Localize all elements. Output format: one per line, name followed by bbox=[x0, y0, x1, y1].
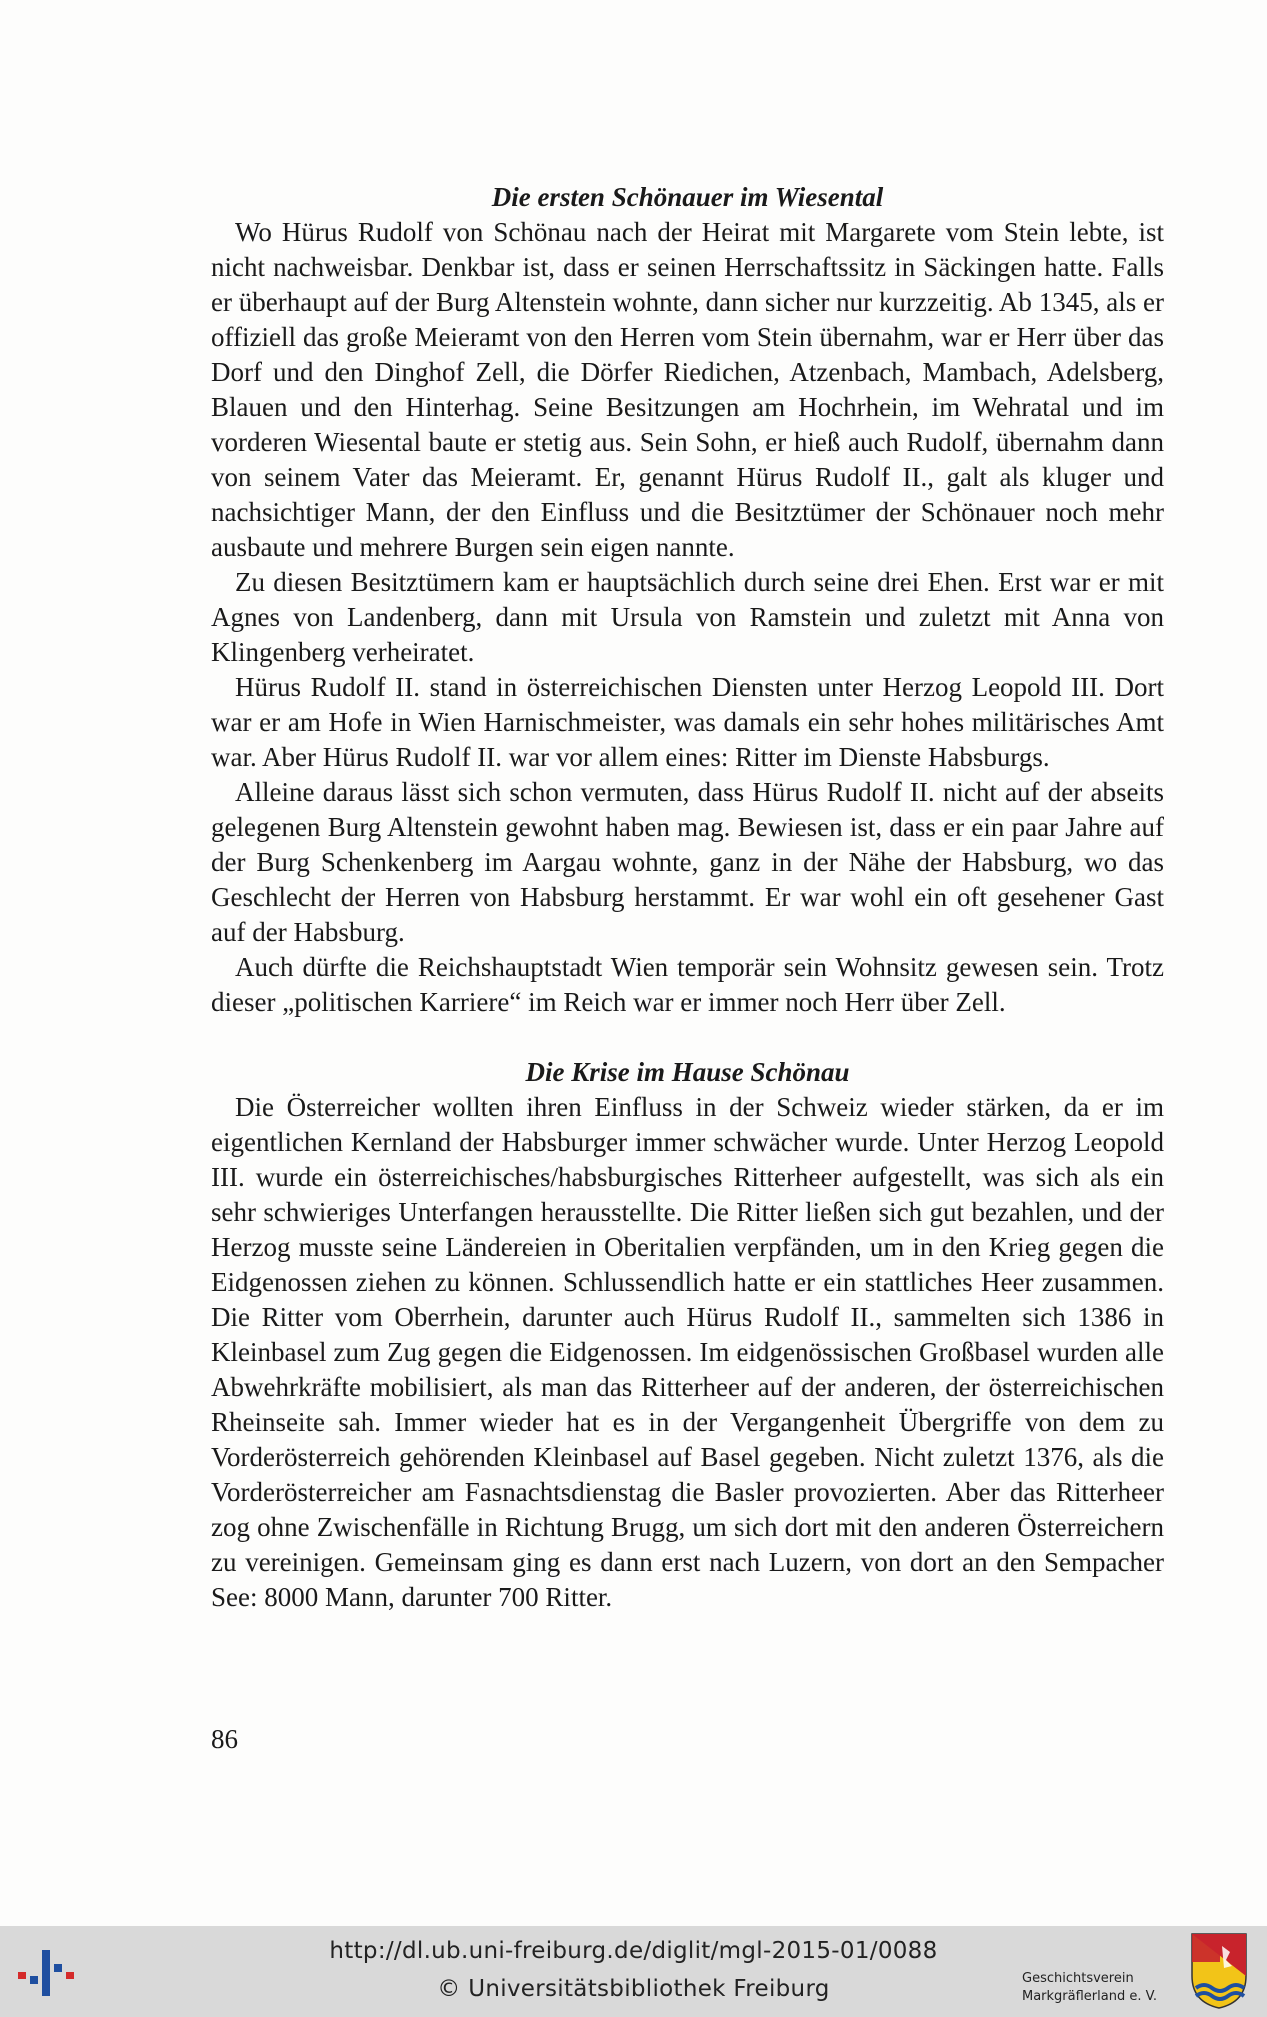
paragraph: Zu diesen Besitztümern kam er hauptsächlich durch seine drei Ehen. Erst war er mit Agnes von Landenberg, dann mit Ursula von Ramstein und zuletzt mit Anna von Klingenberg verheiratet. bbox=[211, 567, 1164, 667]
coat-of-arms-icon bbox=[1190, 1932, 1248, 2010]
section-heading-2: Die Krise im Hause Schönau bbox=[525, 1057, 850, 1087]
society-name-line-2: Markgräflerland e. V. bbox=[1022, 1989, 1157, 2004]
source-url-link[interactable]: http://dl.ub.uni-freiburg.de/diglit/mgl-2015-01/0088 bbox=[329, 1938, 938, 1964]
paragraph: Hürus Rudolf II. stand in österreichischen Diensten unter Herzog Leopold III. Dort war er am Hofe in Wien Harnischmeister, was damals ein sehr hohes militärisches Amt war. Aber Hürus Rudolf II. war vor allem eines: Ritter im Dienste Habsburgs. bbox=[211, 672, 1164, 772]
section-heading-1: Die ersten Schönauer im Wiesental bbox=[491, 182, 884, 212]
footer-bar bbox=[0, 1926, 1267, 2017]
paragraph: Wo Hürus Rudolf von Schönau nach der Heirat mit Margarete vom Stein lebte, ist nicht nachweisbar. Denkbar ist, dass er seinen Herrschaftssitz in Säckingen hatte. Falls er überhaupt auf der Burg Altenstein wohnte, dann sicher nur kurzzeitig. Ab 1345, als er offiziell das große Meieramt von den Herren vom Stein übernahm, war er Herr über das Dorf und den Dinghof Zell, die Dörfer Riedichen, Atzenbach, Mambach, Adelsberg, Blauen und den Hinterhag. Seine Besitzungen am Hochrhein, im Wehratal und im vorderen Wiesental baute er stetig aus. Sein Sohn, er hieß auch Rudolf, übernahm dann von seinem Vater das Meieramt. Er, genannt Hürus Rudolf II., galt als kluger und nachsichtiger Mann, der den Einfluss und die Besitztümer der Schönauer noch mehr ausbaute und mehrere Burgen sein eigen nannte. bbox=[211, 217, 1164, 562]
paragraph: Auch dürfte die Reichshauptstadt Wien temporär sein Wohnsitz gewesen sein. Trotz dieser „politischen Karriere“ im Reich war er immer noch Herr über Zell. bbox=[211, 952, 1164, 1017]
society-name-line-1: Geschichtsverein bbox=[1022, 1971, 1134, 1986]
copyright-notice: © Universitätsbibliothek Freiburg bbox=[437, 1976, 830, 2002]
paragraph: Alleine daraus lässt sich schon vermuten, dass Hürus Rudolf II. nicht auf der abseits gelegenen Burg Altenstein gewohnt haben mag. Bewiesen ist, dass er ein paar Jahre auf der Burg Schenkenberg im Aargau wohnte, ganz in der Nähe der Habsburg, wo das Geschlecht der Herren von Habsburg herstammt. Er war wohl ein oft gesehener Gast auf der Habsburg. bbox=[211, 777, 1164, 947]
society-name bbox=[1022, 1970, 1157, 2006]
page-number: 86 bbox=[211, 1724, 238, 1754]
text-block bbox=[211, 180, 1164, 1615]
paragraph: Die Österreicher wollten ihren Einfluss in der Schweiz wieder stärken, da er im eigentlichen Kernland der Habsburger immer schwächer wurde. Unter Herzog Leopold III. wurde ein österreichisches/habsburgisches Ritterheer aufgestellt, was sich als ein sehr schwieriges Unterfangen herausstellte. Die Ritter ließen sich gut bezahlen, und der Herzog musste seine Ländereien in Oberitalien verpfänden, um in den Krieg gegen die Eidgenossen ziehen zu können. Schlussendlich hatte er ein stattliches Heer zusammen. Die Ritter vom Oberrhein, darunter auch Hürus Rudolf II., sammelten sich 1386 in Kleinbasel zum Zug gegen die Eidgenossen. Im eidgenössischen Großbasel wurden alle Abwehrkräfte mobilisiert, als man das Ritterheer auf der anderen, der österreichischen Rheinseite sah. Immer wieder hat es in der Vergangenheit Übergriffe von dem zu Vorderösterreich gehörenden Kleinbasel auf Basel gegeben. Nicht zuletzt 1376, als die Vorderösterreicher am Fasnachtsdienstag die Basler provozierten. Aber das Ritterheer zog ohne Zwischenfälle in Richtung Brugg, um sich dort mit den anderen Österreichern zu vereinigen. Gemeinsam ging es dann erst nach Luzern, von dort an den Sempacher See: 8000 Mann, darunter 700 Ritter. bbox=[211, 1092, 1164, 1612]
